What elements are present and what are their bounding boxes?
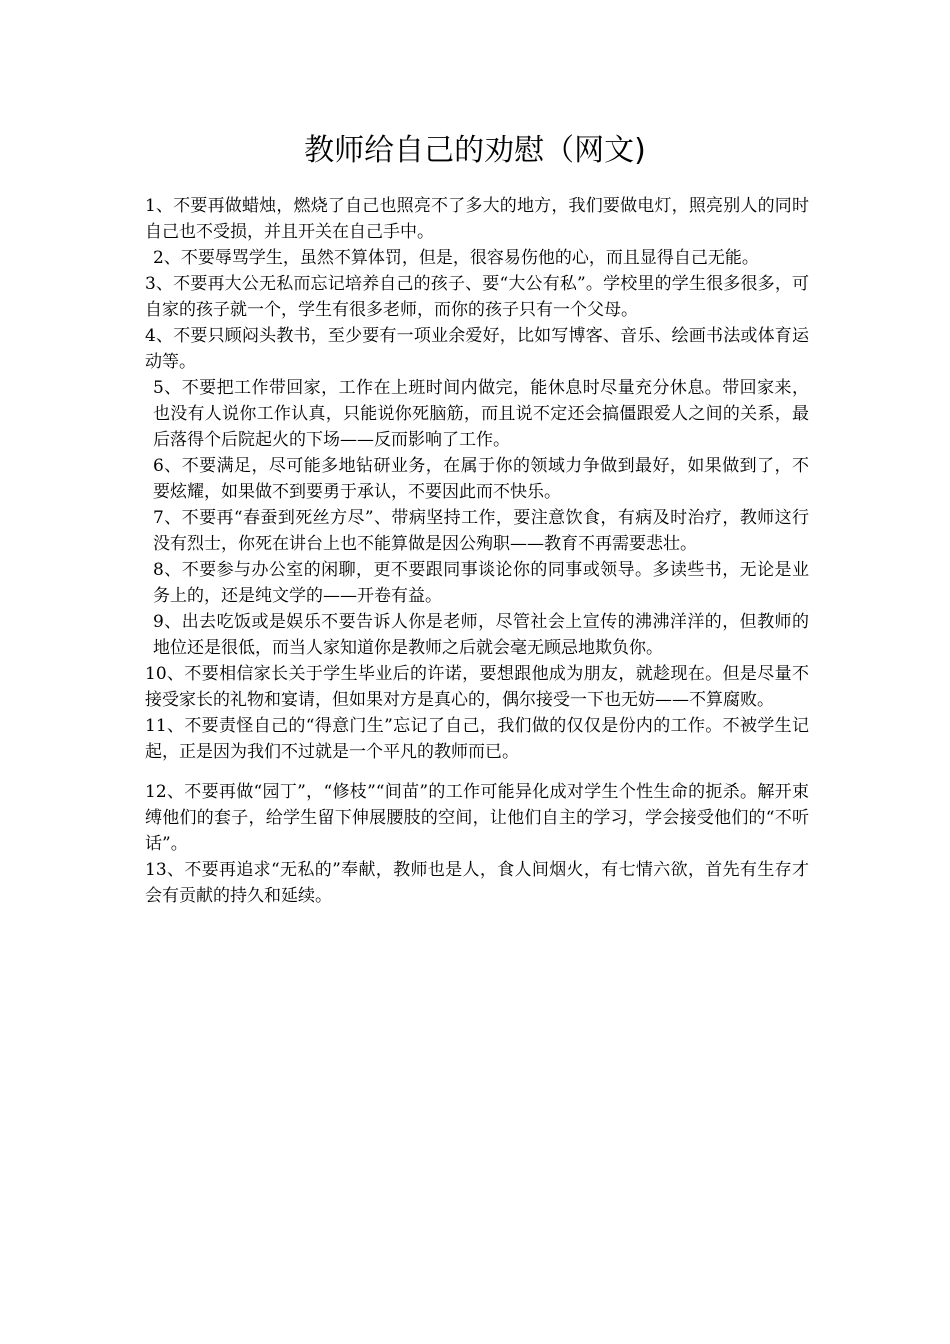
paragraph-3: 3、不要再大公无私而忘记培养自己的孩子、要“大公有私”。学校里的学生很多很多，可自家的孩子就一个，学生有很多老师，而你的孩子只有一个父母。	[145, 274, 809, 320]
paragraph-12: 12、不要再做“园丁”，“修枝”“间苗”的工作可能异化成对学生个性生命的扼杀。解开束缚他们的套子，给学生留下伸展腰肢的空间，让他们自主的学习，学会接受他们的“不听话”。	[145, 782, 809, 854]
document-title: 教师给自己的劝慰（网文)	[304, 133, 646, 168]
paragraph-9: 9、出去吃饭或是娱乐不要告诉人你是老师，尽管社会上宣传的沸沸洋洋的，但教师的地位还是很低，而当人家知道你是教师之后就会毫无顾忌地欺负你。	[153, 612, 809, 658]
paragraph-13: 13、不要再追求“无私的”奉献，教师也是人，食人间烟火，有七情六欲，首先有生存才会有贡献的持久和延续。	[145, 860, 809, 906]
paragraph-7: 7、不要再“春蚕到死丝方尽”、带病坚持工作，要注意饮食，有病及时治疗，教师这行没有烈士，你死在讲台上也不能算做是因公殉职——教育不再需要悲壮。	[153, 508, 809, 554]
paragraph-4: 4、不要只顾闷头教书，至少要有一项业余爱好，比如写博客、音乐、绘画书法或体育运动等。	[145, 326, 809, 372]
paragraph-10: 10、不要相信家长关于学生毕业后的许诺，要想跟他成为朋友，就趁现在。但是尽量不接受家长的礼物和宴请，但如果对方是真心的，偶尔接受一下也无妨——不算腐败。	[145, 664, 809, 710]
paragraph-1: 1、不要再做蜡烛，燃烧了自己也照亮不了多大的地方，我们要做电灯，照亮别人的同时自己也不受损，并且开关在自己手中。	[145, 196, 809, 242]
paragraph-6: 6、不要满足，尽可能多地钻研业务，在属于你的领域力争做到最好，如果做到了，不要炫耀，如果做不到要勇于承认，不要因此而不快乐。	[153, 456, 809, 502]
document-body	[145, 193, 809, 909]
paragraph-8: 8、不要参与办公室的闲聊，更不要跟同事谈论你的同事或领导。多读些书，无论是业务上的，还是纯文学的——开卷有益。	[153, 560, 809, 606]
paragraph-2: 2、不要辱骂学生，虽然不算体罚，但是，很容易伤他的心，而且显得自己无能。	[153, 248, 759, 268]
paragraph-5: 5、不要把工作带回家，工作在上班时间内做完，能休息时尽量充分休息。带回家来，也没有人说你工作认真，只能说你死脑筋，而且说不定还会搞僵跟爱人之间的关系，最后落得个后院起火的下场——反而影响了工作。	[153, 378, 809, 450]
paragraph-11: 11、不要责怪自己的“得意门生”忘记了自己，我们做的仅仅是份内的工作。不被学生记起，正是因为我们不过就是一个平凡的教师而已。	[145, 716, 809, 762]
